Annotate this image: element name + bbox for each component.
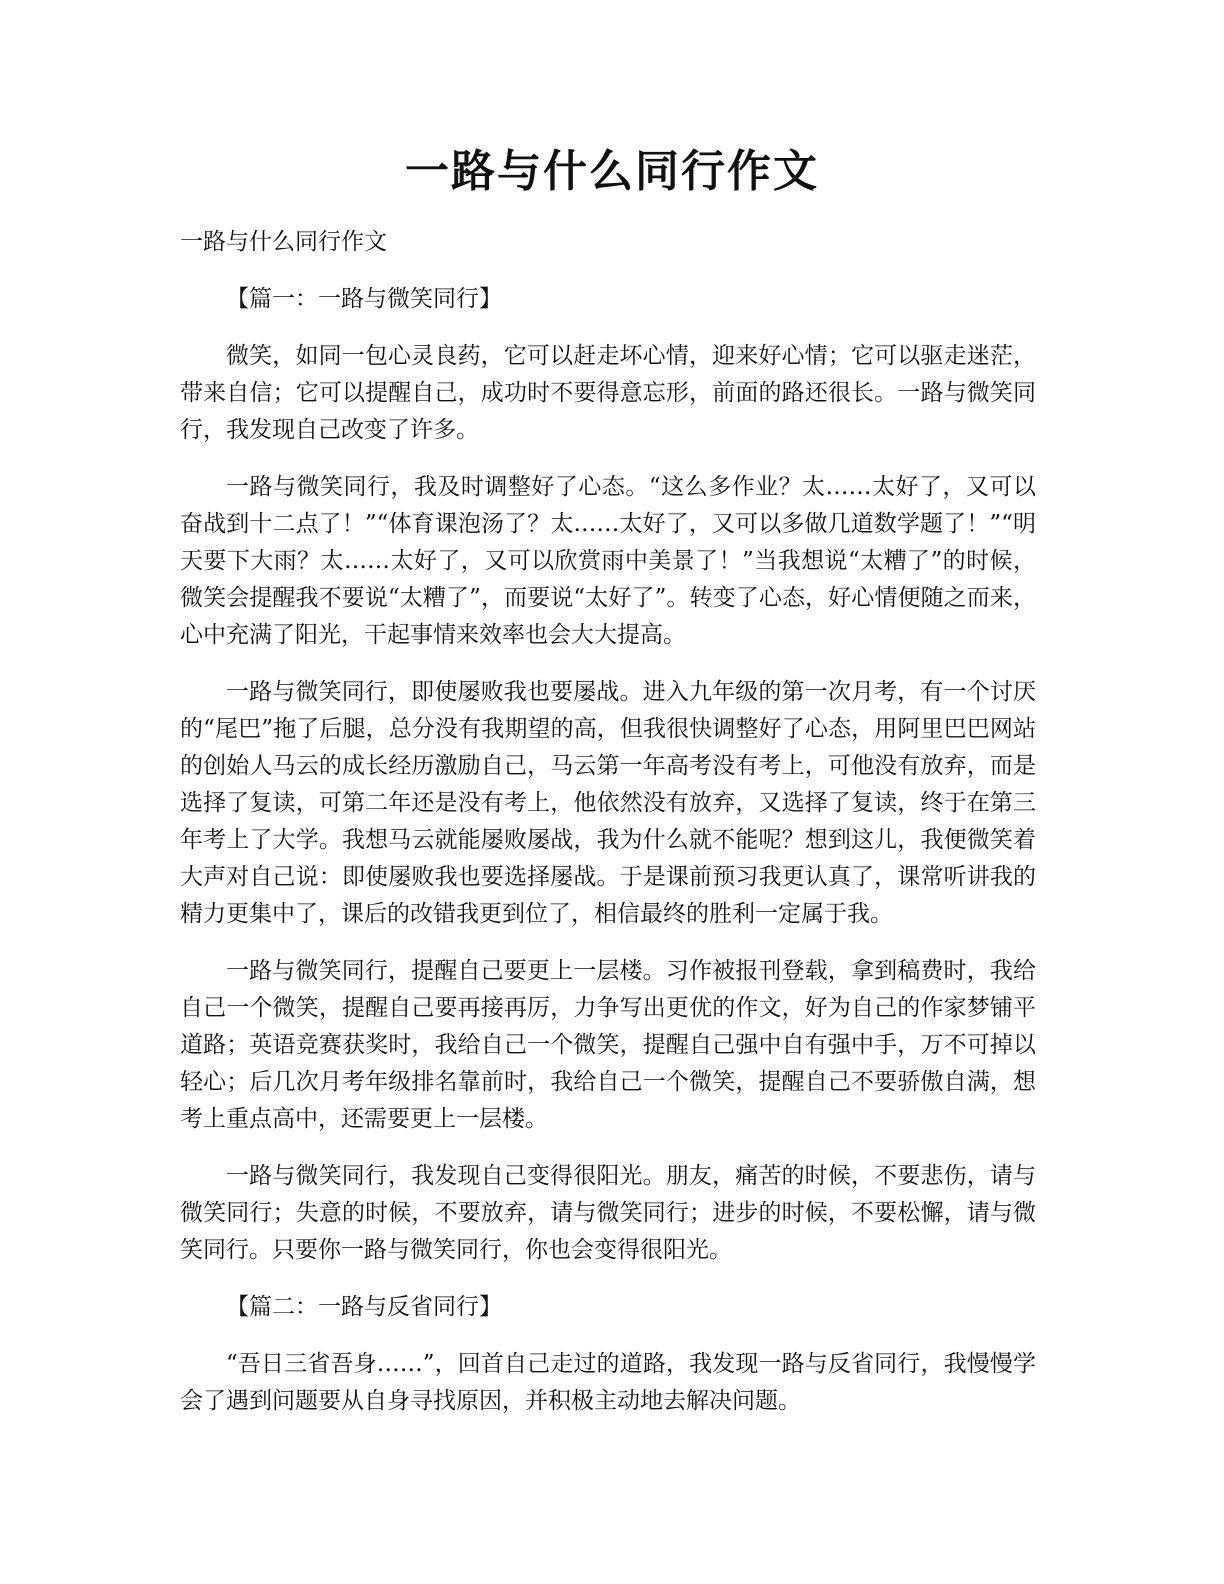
paragraph: 一路与微笑同行，提醒自己要更上一层楼。习作被报刊登载，拿到稿费时，我给自己一个微笑，提醒自己要再接再厉，力争写出更优的作文，好为自己的作家梦铺平道路；英语竞赛获奖时，我给自己一个微笑，提醒自己强中自有强中手，万不可掉以轻心；后几次月考年级排名靠前时，我给自己一个微笑，提醒自己不要骄傲自满，想考上重点高中，还需要更上一层楼。 <box>180 958 1036 1132</box>
document-subtitle: 一路与什么同行作文 <box>180 229 387 255</box>
paragraph: 一路与微笑同行，即使屡败我也要屡战。进入九年级的第一次月考，有一个讨厌的“尾巴”拖了后腿，总分没有我期望的高，但我很快调整好了心态，用阿里巴巴网站的创始人马云的成长经历激励自己，马云第一年高考没有考上，可他没有放弃，而是选择了复读，可第二年还是没有考上，他依然没有放弃，又选择了复读，终于在第三年考上了大学。我想马云就能屡败屡战，我为什么就不能呢？想到这儿，我便微笑着大声对自己说：即使屡败我也要选择屡战。于是课前预习我更认真了，课常听讲我的精力更集中了，课后的改错我更到位了，相信最终的胜利一定属于我。 <box>180 679 1036 927</box>
paragraph: 一路与微笑同行，我及时调整好了心态。“这么多作业？太……太好了，又可以奋战到十二点了！”“体育课泡汤了？太……太好了，又可以多做几道数学题了！”“明天要下大雨？太……太好了，又可以欣赏雨中美景了！”当我想说“太糟了”的时候，微笑会提醒我不要说“太糟了”，而要说“太好了”。转变了心态，好心情便随之而来，心中充满了阳光，干起事情来效率也会大大提高。 <box>180 474 1036 648</box>
document-body <box>180 224 1036 1440</box>
paragraph: 一路与微笑同行，我发现自己变得很阳光。朋友，痛苦的时候，不要悲伤，请与微笑同行；失意的时候，不要放弃，请与微笑同行；进步的时候，不要松懈，请与微笑同行。只要你一路与微笑同行，你也会变得很阳光。 <box>180 1163 1036 1263</box>
section-heading-1: 【篇一：一路与微笑同行】 <box>226 286 502 312</box>
document-title: 一路与什么同行作文 <box>405 146 819 197</box>
section-heading-2: 【篇二：一路与反省同行】 <box>226 1294 502 1320</box>
paragraph: “吾日三省吾身……”，回首自己走过的道路，我发现一路与反省同行，我慢慢学会了遇到问题要从自身寻找原因，并积极主动地去解决问题。 <box>180 1351 1036 1414</box>
paragraph: 微笑，如同一包心灵良药，它可以赶走坏心情，迎来好心情；它可以驱走迷茫，带来自信；它可以提醒自己，成功时不要得意忘形，前面的路还很长。一路与微笑同行，我发现自己改变了许多。 <box>180 343 1036 443</box>
